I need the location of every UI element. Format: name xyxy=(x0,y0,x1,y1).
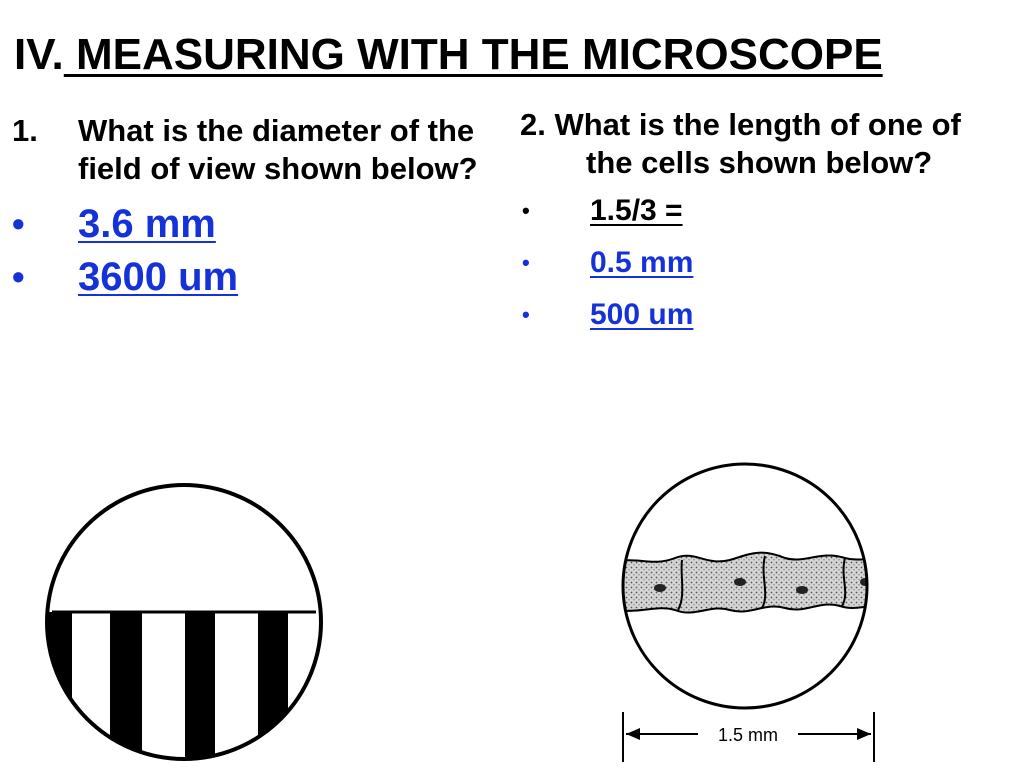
bullet: • xyxy=(522,301,530,327)
question-1-prompt xyxy=(12,112,482,188)
answer-1a-value[interactable]: 3.6 mm xyxy=(78,201,216,246)
nucleus xyxy=(860,578,870,586)
slide-title xyxy=(14,30,883,80)
title-main: MEASURING WITH THE MICROSCOPE xyxy=(63,30,883,79)
arrowhead-left-icon xyxy=(626,728,640,740)
bullet: • xyxy=(12,256,25,298)
title-prefix: IV. xyxy=(14,30,64,79)
step-2-calculation xyxy=(520,194,1010,228)
ruler-stripes xyxy=(44,612,288,768)
field-of-view-ruler-diagram xyxy=(44,482,344,768)
question-1-text: What is the diameter of the field of view shown below? xyxy=(78,113,478,186)
scale-label: 1.5 mm xyxy=(717,725,779,745)
bullet: • xyxy=(522,197,530,223)
answer-1a xyxy=(12,202,482,247)
nucleus xyxy=(796,586,808,594)
nucleus xyxy=(734,578,746,586)
cell-strand xyxy=(610,553,890,613)
answer-2a xyxy=(520,246,1010,280)
answer-2b xyxy=(520,298,1010,332)
answer-1b-value[interactable]: 3600 um xyxy=(78,254,239,299)
answer-2a-value[interactable]: 0.5 mm xyxy=(590,245,694,279)
arrowhead-right-icon xyxy=(857,728,871,740)
answer-2b-value[interactable]: 500 um xyxy=(590,297,694,331)
question-1-number: 1. xyxy=(12,113,38,148)
question-2-text: 2. What is the length of one of the cells shown below? xyxy=(520,107,961,180)
question-2 xyxy=(520,106,1010,332)
cell-length-diagram xyxy=(590,436,920,762)
ruler-segment xyxy=(258,612,288,768)
ruler-segment xyxy=(185,612,215,768)
question-1 xyxy=(12,112,482,300)
answer-1b xyxy=(12,255,482,300)
nucleus xyxy=(654,584,666,592)
bullet: • xyxy=(522,249,530,275)
bullet: • xyxy=(12,203,25,245)
step-2-calculation-value: 1.5/3 = xyxy=(590,193,683,227)
